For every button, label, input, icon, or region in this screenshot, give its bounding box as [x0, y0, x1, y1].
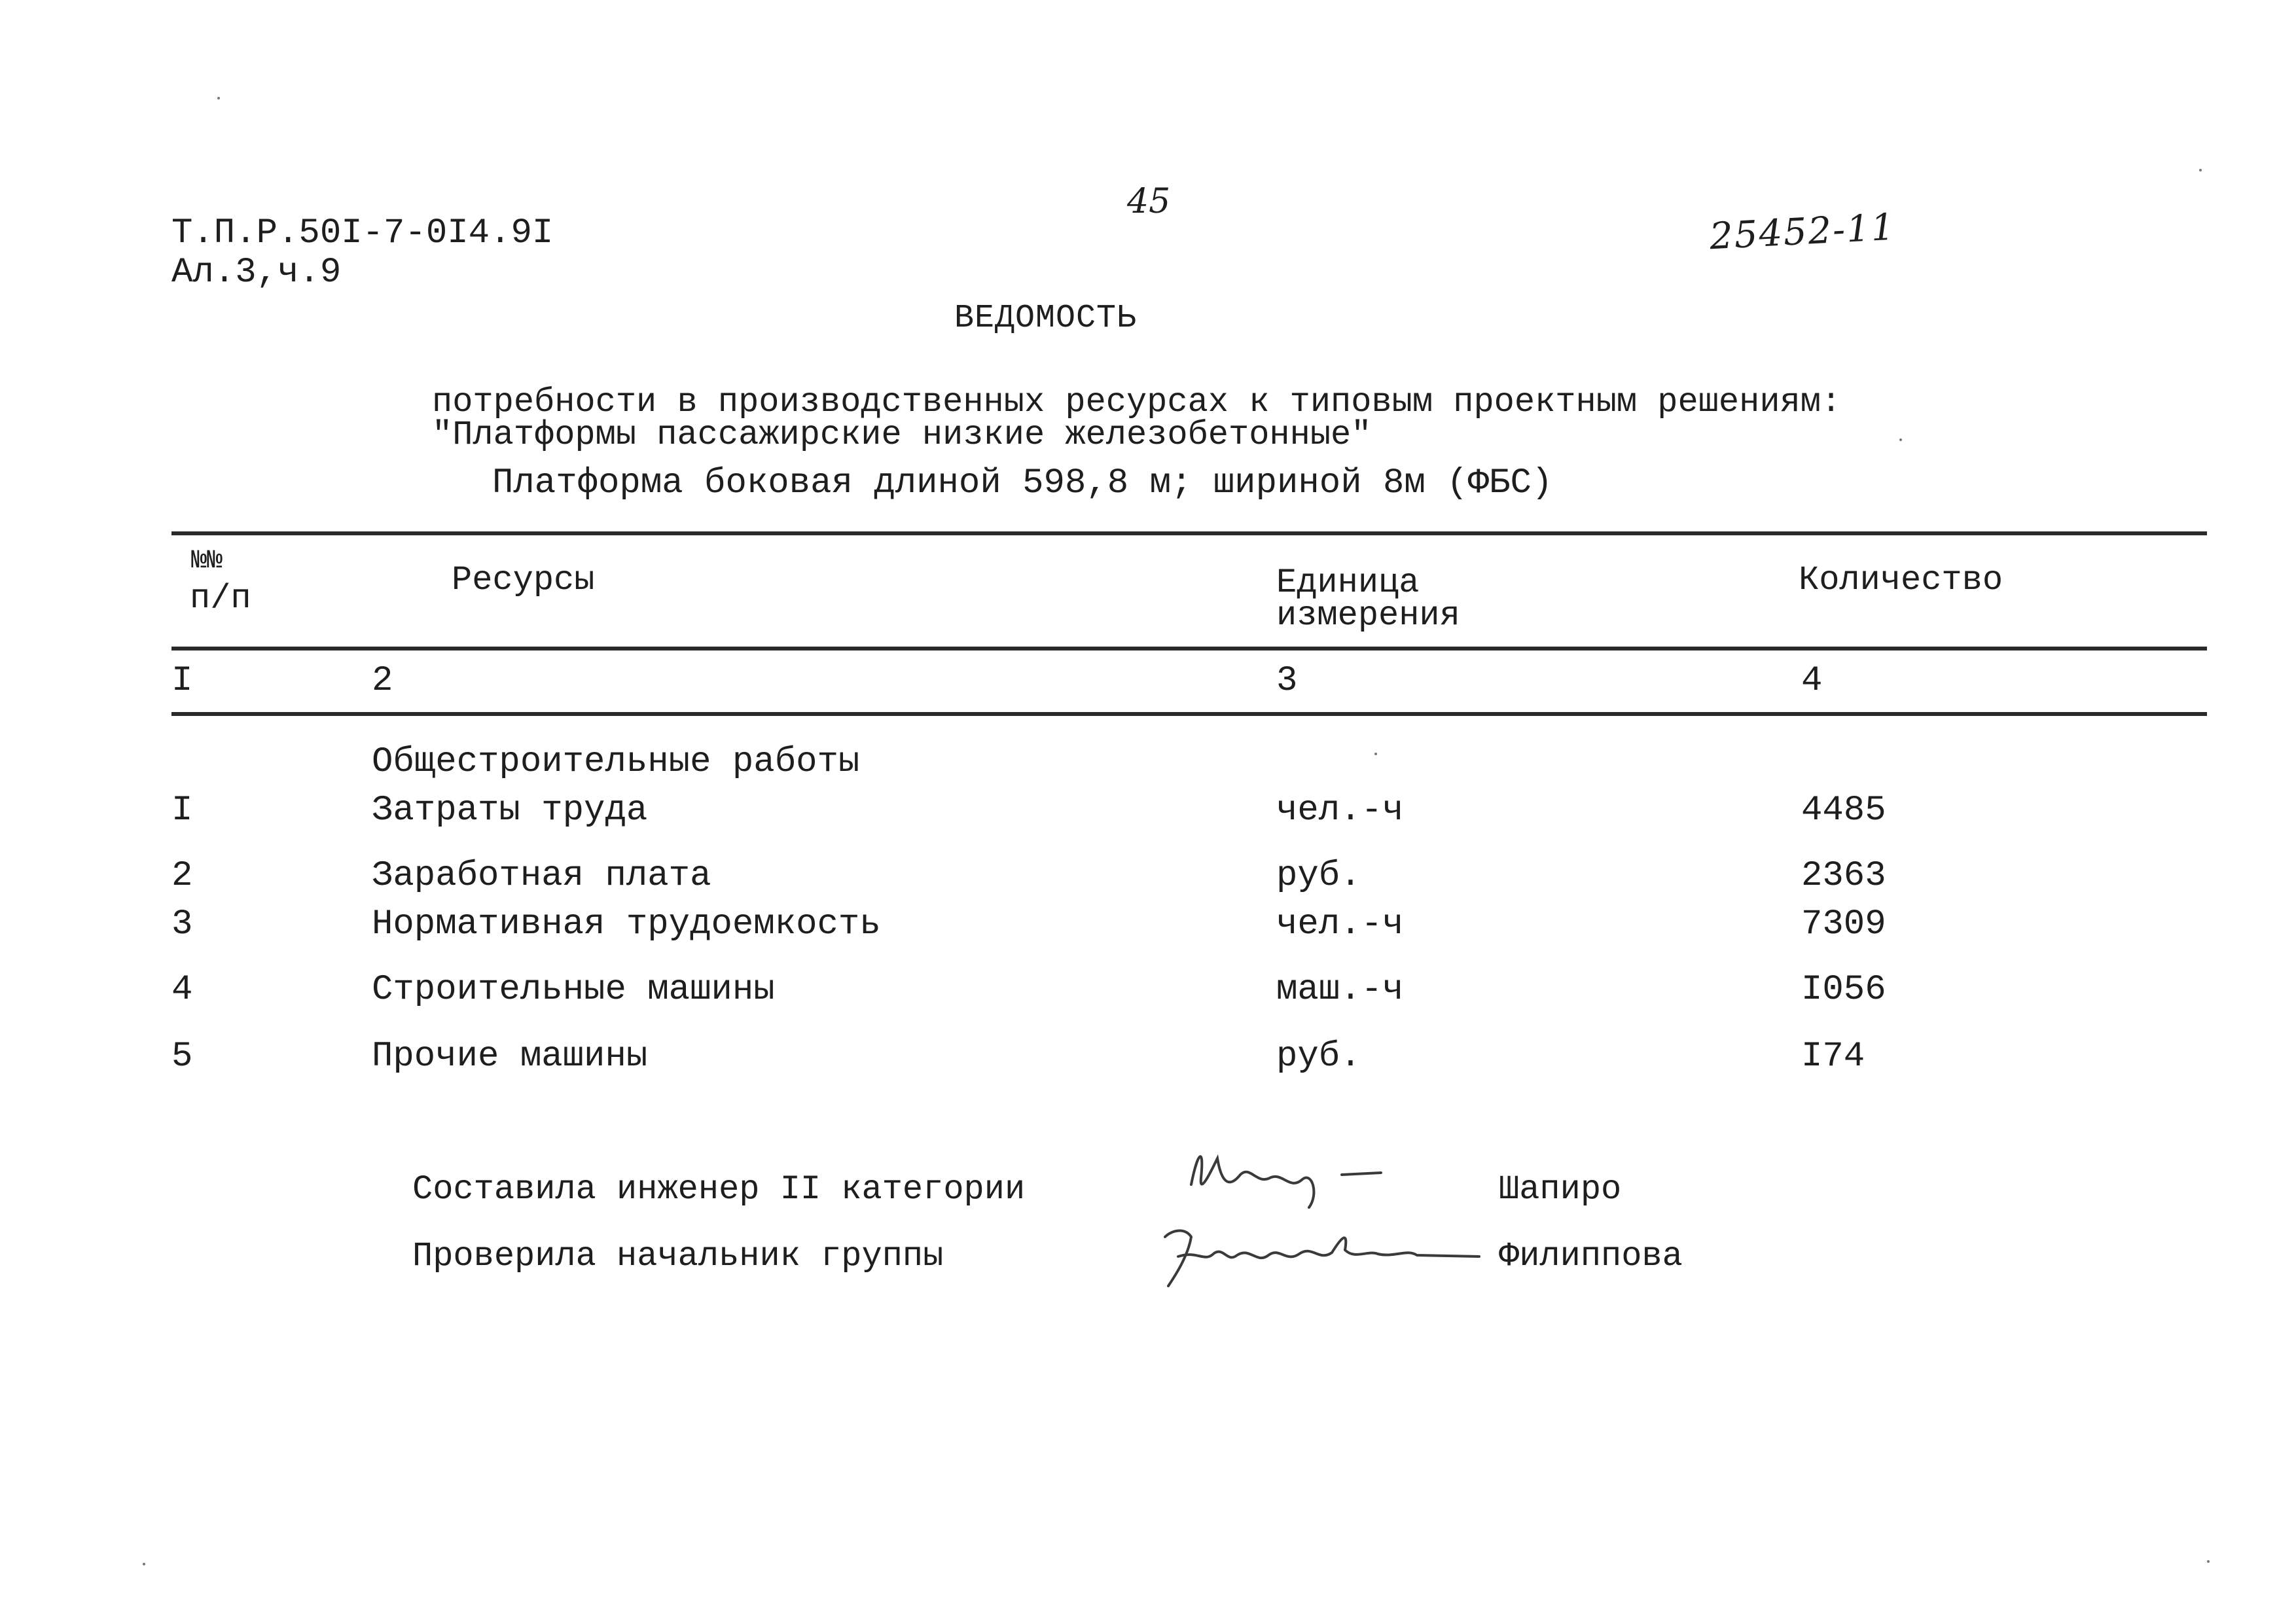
row-3-resource: Нормативная трудоемкость [372, 904, 881, 944]
row-2-num: 2 [171, 856, 193, 896]
row-1-num: I [171, 791, 193, 830]
column-number-3: 3 [1276, 661, 1298, 701]
row-3-unit: чел.-ч [1276, 904, 1404, 944]
subtitle-line-2: "Платформы пассажирские низкие железобетонные" [432, 416, 1372, 454]
row-1-resource: Затраты труда [372, 791, 648, 830]
row-5-resource: Прочие машины [372, 1037, 648, 1077]
row-1-unit: чел.-ч [1276, 791, 1404, 830]
header-unit-line-1: Единица [1276, 563, 1420, 602]
checked-by-role: Проверила начальник группы [412, 1237, 944, 1275]
scan-speck [2199, 169, 2202, 171]
platform-description: Платформа боковая длиной 598,8 м; шириной 8м (ФБС) [492, 463, 1553, 503]
column-number-1: I [171, 661, 193, 701]
row-4-quantity: I056 [1801, 970, 1886, 1010]
header-unit-line-2: измерения [1276, 596, 1460, 635]
document-code: Т.П.Р.50I-7-0I4.9I [171, 213, 554, 253]
row-4-unit: маш.-ч [1276, 970, 1404, 1010]
scan-speck [1374, 753, 1377, 755]
document-album-part: Ал.3,ч.9 [171, 253, 342, 293]
subtitle-line-1: потребности в производственных ресурсах к типовым проектным решениям: [432, 383, 1842, 421]
header-resources: Ресурсы [452, 561, 595, 599]
archive-number: 25452-11 [1708, 205, 1897, 259]
header-num-bottom: п/п [190, 579, 251, 618]
row-5-quantity: I74 [1801, 1037, 1865, 1077]
header-quantity: Количество [1799, 561, 2003, 599]
row-2-unit: руб. [1276, 856, 1361, 896]
table-top-rule [171, 531, 2207, 535]
scan-speck [2207, 1560, 2210, 1563]
scan-speck [143, 1563, 145, 1565]
row-3-quantity: 7309 [1801, 904, 1886, 944]
row-4-resource: Строительные машины [372, 970, 775, 1010]
section-title: Общестроительные работы [372, 742, 860, 782]
column-number-4: 4 [1801, 661, 1823, 701]
row-3-num: 3 [171, 904, 193, 944]
table-numbers-rule [171, 712, 2207, 716]
table-header-rule [171, 647, 2207, 651]
checked-by-name: Филиппова [1499, 1237, 1683, 1275]
scan-speck [217, 97, 220, 99]
row-4-num: 4 [171, 970, 193, 1010]
header-num-top: №№ [191, 546, 223, 576]
compiled-signature [1178, 1139, 1401, 1217]
row-2-quantity: 2363 [1801, 856, 1886, 896]
compiled-by-role: Составила инженер II категории [412, 1170, 1026, 1209]
column-number-2: 2 [372, 661, 393, 701]
page-number: 45 [1127, 182, 1171, 221]
checked-signature [1152, 1211, 1492, 1296]
row-1-quantity: 4485 [1801, 791, 1886, 830]
document-title: ВЕДОМОСТЬ [954, 300, 1138, 337]
row-2-resource: Заработная плата [372, 856, 711, 896]
row-5-unit: руб. [1276, 1037, 1361, 1077]
compiled-by-name: Шапиро [1499, 1170, 1622, 1209]
scan-speck [1899, 438, 1902, 441]
row-5-num: 5 [171, 1037, 193, 1077]
